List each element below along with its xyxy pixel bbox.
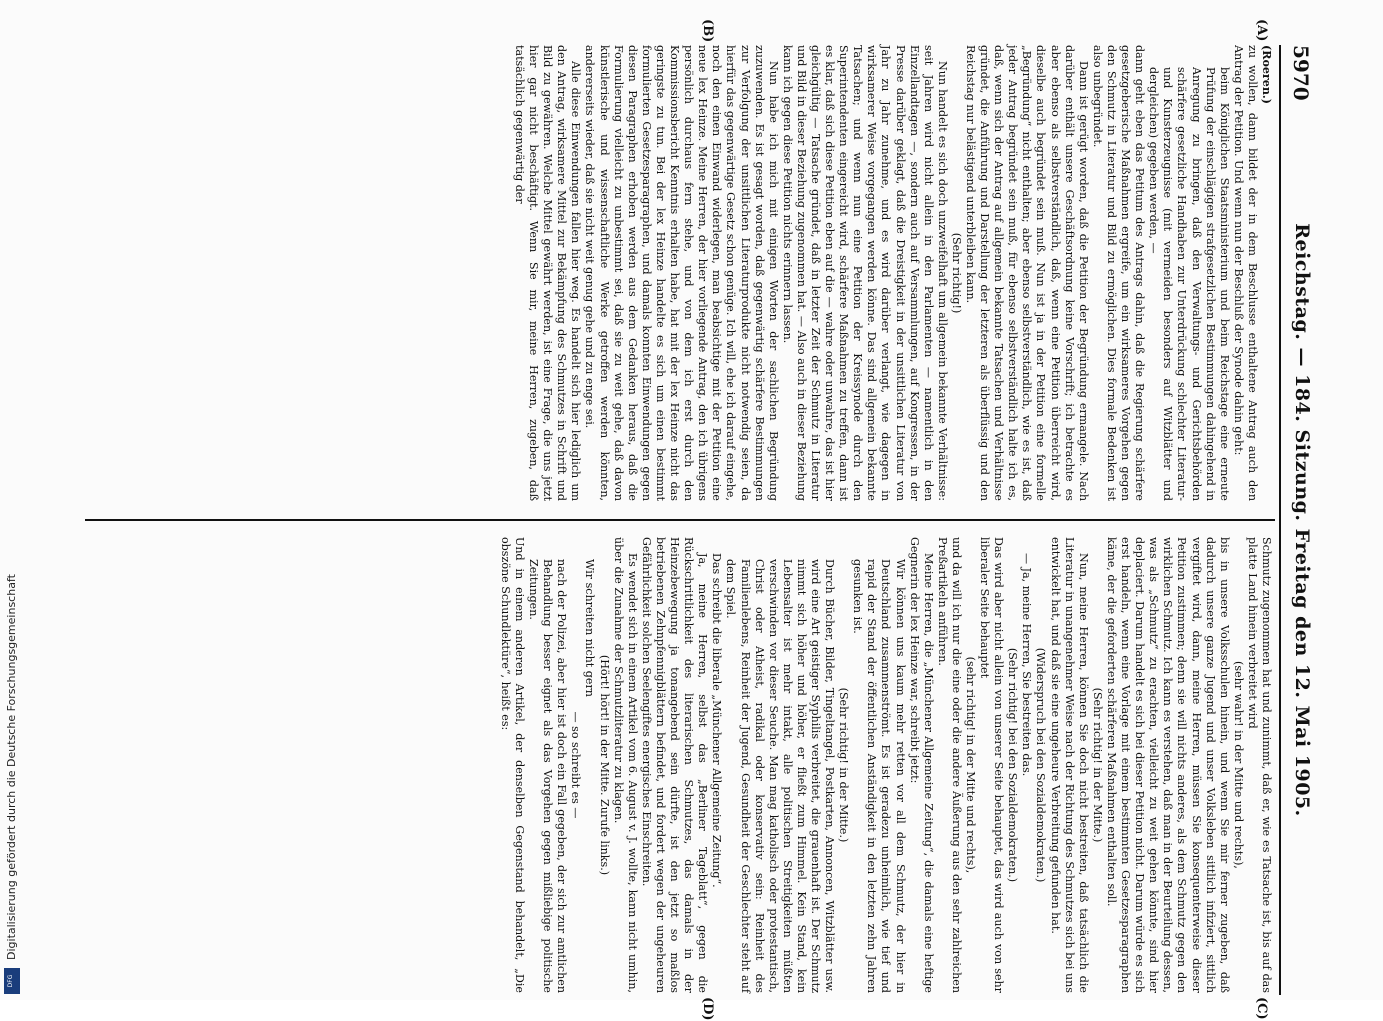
quote-paragraph: nach der Polizei, aber hier ist doch ein Fall gegeben, der sich zur amtlichen Behandlung besser eignet als das Vorgehen gegen mißliebige politische Zeitungen. — [527, 559, 569, 993]
interjection: (Sehr richtig! in der Mitte.) — [1090, 687, 1104, 843]
interjection: (Widerspruch bei den Sozialdemokraten.) — [1034, 647, 1048, 883]
paragraph: Nun habe ich mich mit einigen Worten der sachlichen Begründung zuzuwenden. Es ist gesagt worden, daß gegenwärtig schärfere Bestimmungen zur Verfolgung der unsittlichen Literaturprodukte nicht notwendig seien, da hierfür das gegenwärtige Gesetz schon genüge. Ich will, ehe ich darauf eingehe, noch den einen Einwand widerlegen, man beabsichtige mit der Petition eine neue lex Heinze. Meine Herren, der hier vorliegende Antrag, den ich übrigens persönlich durchaus fern stehe, und von dem ich erst durch den Kommissionsbericht Kenntnis erhalten habe, hat mit der lex Heinze nicht das geringste zu tun. Bei der lex Heinze handelte es sich um einen bestimmt formulierten Gesetzesparagraphen, und damals konnten Einwendungen gegen diesen Paragraphen erhoben werden aus dem Gedanken heraus, daß die Formulierung vielleicht zu unbestimmt sei, daß sie zu weit gehe, daß davon künstlerische und wissenschaftliche Werke getroffen werden könnten, andererseits wieder, daß sie nicht weit genug gehe und zu enge sei. — [583, 45, 780, 501]
paragraph: Und in einem anderen Artikel, der denselben Gegenstand behandelt, „Die obszöne Schundlektüre“, heißt es: — [498, 537, 527, 993]
margin-mark-d: (D) — [700, 997, 715, 1021]
paragraph: Das schreibt die liberale „Münchener Allgemeine Zeitung“. — [710, 553, 724, 888]
paragraph: Dann ist gerügt worden, daß die Petition der Begründung ermangele. Nach darüber enthält unsere Geschäftsordnung keine Vorschrift; ich betrachte es aber ebenso als selbstverständlich, daß, wenn eine Petition überreicht wird, dieselbe auch begründet sein muß. Nun ist ja in der Petition eine formelle „Begründung“ nicht enthalten; aber ebenso selbstverständlich, wie es ist, daß jeder Antrag begründet sein muß, für ebenso selbstverständlich halte ich es, daß, wenn sich der Antrag auf allgemein bekannte Tatsachen und Verhältnisse gründet, die Anführung und Darstellung der letzteren als überflüssig und den Reichstag nur belästigend unterbleiben kann. — [964, 45, 1090, 501]
margin-mark-a: (A) — [1254, 19, 1269, 42]
interjection: (Sehr richtig! in der Mitte.) — [837, 687, 851, 843]
paragraph: Das wird aber nicht allein von unserer Seite behauptet, das wird auch von sehr liberaler Seite behauptet — [978, 537, 1006, 993]
page-number: 5970 — [1289, 45, 1313, 101]
paragraph: Nun handelt es sich doch unzweifelhaft um allgemein bekannte Verhältnisse: seit Jahren wird nicht allein in den Parlamenten — namentlich in den Einzellandtagen —, sondern auch auf Versammlungen, auf Kongressen, in der Presse darüber geklagt, daß die Dreistigkeit in der unsittlichen Literatur von Jahr zu Jahr zunehme, und es wird darüber verlangt, wie dagegen in wirksamerer Weise vorgegangen werden könne. Das sind allgemein bekannte Tatsachen; und wenn nun eine Petition der Kreissynode durch den Superintendenten eingereicht wird, schärfere Maßnahmen zu treffen, dann ist es klar, daß sich diese Petition eben auf die — wahre oder unwahre, das ist hier gleichgültig — Tatsache gründet, daß in letzter Zeit der Schmutz in Literatur und Bild in dieser Beziehung zugenommen hat. — Also auch in dieser Beziehung kann ich gegen diese Petition nichts erinnern lassen. — [780, 45, 949, 501]
left-text-column — [512, 45, 1273, 501]
page-title: Reichstag. — 184. Sitzung. Freitag den 12. Mai 1905. — [1291, 223, 1313, 817]
digitization-credit-bar — [0, 0, 24, 1000]
interjection: (Hört! hört! in der Mitte. Zurufe links.) — [597, 654, 611, 876]
interjection: (Sehr richtig! bei den Sozialdemokraten.) — [1006, 647, 1020, 883]
interjection: — so schreibt es — — [569, 711, 583, 819]
interjection: (Sehr richtig!) — [949, 232, 963, 314]
digitization-credit: Digitalisierung gefördert durch die Deutsche Forschungsgemeinschaft — [5, 574, 18, 960]
paragraph: zu wollen, dann bildet der in dem Beschlusse enthaltene Antrag auch den Antrag der Petition. Und wenn nun der Beschluß der Synode dahin geht: — [1231, 45, 1259, 501]
interjection: (sehr richtig! in der Mitte und rechts), — [964, 656, 978, 874]
interjection: (sehr wahr! in der Mitte und rechts), — [1231, 661, 1245, 869]
dfg-logo-icon — [4, 968, 20, 994]
margin-mark-b: (B) — [700, 19, 715, 43]
paragraph: — Ja, meine Herren, Sie bestreiten das. — [1020, 553, 1034, 777]
paragraph: bis in unsere Volksschulen hinein, und wenn Sie mir ferner zugeben, daß dadurch unsere ganze Jugend und unser Volksleben sittlich infiziert, sittlich vergiftet wird, dann, meine Herren, müssen Sie konsequenterweise dieser Petition zustimmen; denn sie will nichts anderes, als dem Schmutz gegen den wirklichen Schmutz. Ich kann es verstehen, daß man in der Beurteilung dessen, was als „Schmutz“ zu erachten, vielleicht zu weit gehen könnte, sind hier deplaciert. Darum handelt es sich bei dieser Petition nicht. Darum würde es sich erst handeln, wenn eine Vorlage mit einem bestimmten Gesetzesparagraphen käme, der die geforderten schärferen Maßnahmen enthalten soll. — [1104, 537, 1231, 993]
paragraph: Es wendet sich in einem Artikel vom 6. August v. J. wollte, kann nicht umhin, über die Zunahme der Schmutzliteratur zu klagen. — [611, 537, 639, 993]
paragraph: dann geht eben das Petitum des Antrags dahin, daß die Regierung schärfere gesetzgeberische Maßnahmen ergreife, um ein wirksameres Vorgehen gegen den Schmutz in Literatur und Bild zu ermöglichen. Dies formale Bedenken ist also unbegründet. — [1090, 45, 1147, 501]
column-divider — [85, 519, 1275, 521]
dfg-logo-text: DFG — [7, 974, 14, 988]
paragraph: Nun, meine Herren, können Sie doch nicht bestreiten, daß tatsächlich die Literatur in unangenehmer Weise nach der Richtung des Schmutzes sich bei uns entwickelt hat, und daß sie eine ungeheure Verbreitung gefunden hat. — [1048, 537, 1090, 993]
paragraph: Alle diese Einwendungen fallen hier weg. Es handelt sich hier lediglich um den Antrag, wirksamere Mittel zur Bekämpfung des Schmutzes in Schrift und Bild zu gewähren. Welche Mittel gewährt werden, ist eine Frage, die uns jetzt hier gar nicht beschäftigt. Wenn Sie mir, meine Herren, zugeben, daß tatsächlich gegenwärtig der — [513, 45, 583, 501]
page-header — [1279, 45, 1315, 995]
rotated-page-content — [75, 19, 1315, 1021]
quote-paragraph: Wir schreiten nicht gern — [583, 559, 597, 697]
margin-mark-c: (C) — [1254, 997, 1269, 1020]
paragraph: Schmutz zugenommen hat und zunimmt, daß er, wie es Tatsache ist, bis auf das platte Land hinein verbreitet wird — [1245, 537, 1273, 993]
quote-paragraph: Durch Bücher, Bilder, Tingeltangel, Postkarten, Annoncen, Witzblätter usw. wird eine Art geistiger Syphilis verbreitet, die grauenhaft ist. Der Schmutz nimmt sich höher und höher, er fließt zum Himmel. Kein Stand, kein Lebensalter ist mehr intakt, alle politischen Streitigkeiten müßten verschwinden vor dieser Seuche. Man mag katholisch oder protestantisch, Christ oder Atheist, radikal oder konservativ sein: Reinheit des Familienlebens, Reinheit der Jugend, Gesundheit der Geschlechter steht auf dem Spiel. — [724, 559, 837, 993]
right-text-column — [498, 537, 1273, 993]
paragraph: Meine Herren, die „Münchener Allgemeine Zeitung“, die damals eine heftige Gegnerin der lex Heinze war, schreibt jetzt: — [907, 537, 935, 993]
paragraph: Ja, meine Herren, selbst das „Berliner Tageblatt“, gegen die Rückschrittlichkeit des literarischen Schmutzes, das damals in der Heinzebewegung ja tonangebend sein dürfte, ist den jetzt so maßlos betriebenen Zehnpfennigblättern befindet, und fordert wegen der ungeheuren Gefährlichkeit solchen Seelengiftes energisches Einschreiten. — [639, 537, 710, 993]
speaker-label: (Roeren.) — [1260, 45, 1273, 105]
quote-paragraph: beim Königlichen Staatsministerium und beim Reichstage eine erneute Prüfung der einschlägigen strafgesetzlichen Bestimmungen dahingehend in Anregung zu bringen, daß den Verwaltungs- und Gerichtsbehörden schärfere gesetzliche Handhaben zur Unterdrückung schlechter Literatur- und Kunsterzeugnisse (mit vermeiden besonders auf Witzblätter und dergleichen) gegeben werden, — — [1147, 67, 1231, 501]
paragraph: und da will ich nur die eine oder die andere Äußerung aus den sehr zahlreichen Preßartikeln anführen. — [935, 537, 963, 993]
quote-paragraph: Wir können uns kaum mehr retten vor all dem Schmutz, der hier in Deutschland zusammenströmt. Es ist geradezu unheimlich, wie tief und rapid der Stand der öffentlichen Anständigkeit in den letzten zehn Jahren gesunken ist. — [851, 559, 907, 993]
